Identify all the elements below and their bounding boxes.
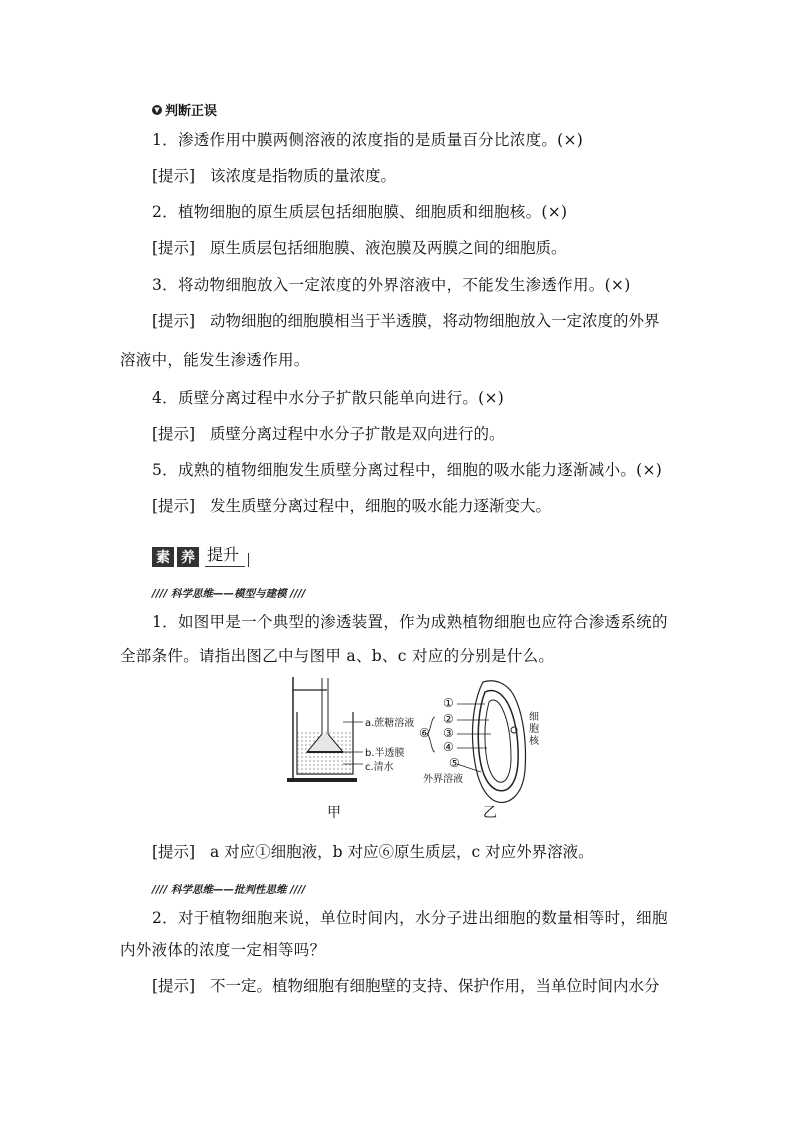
judge-q1: 1．渗透作用中膜两侧溶液的浓度指的是质量百分比浓度。(×) — [152, 131, 584, 149]
hint-text: 发生质壁分离过程中，细胞的吸水能力逐渐变大。 — [210, 497, 552, 515]
nucleus-label-1: 细 — [529, 712, 539, 723]
hint-tag: [提示] — [152, 843, 196, 861]
num-3: ③ — [443, 726, 454, 740]
section1-q-line1: 1．如图甲是一个典型的渗透装置，作为成熟植物细胞也应符合渗透系统的 — [152, 613, 668, 631]
suyang-box-1: 素 — [152, 547, 174, 567]
section2-subheader: //// 科学思维——批判性思维 //// — [152, 884, 306, 896]
cell-membrane — [478, 690, 518, 790]
nucleus-label-3: 核 — [529, 736, 539, 747]
section1-q-line2: 全部条件。请指出图乙中与图甲 a、b、c 对应的分别是什么。 — [120, 647, 555, 665]
hint-text: 该浓度是指物质的量浓度。 — [210, 167, 397, 185]
hint-text: a 对应①细胞液，b 对应⑥原生质层，c 对应外界溶液。 — [210, 843, 594, 861]
hint-tag: [提示] — [152, 425, 196, 443]
num-6: ⑥ — [419, 726, 430, 740]
osmosis-figure — [285, 672, 545, 822]
outer-solution-label: 外界溶液 — [423, 774, 463, 785]
judge-hint3 — [152, 311, 660, 331]
vacuole — [485, 700, 511, 782]
suyang-box-2: 养 — [177, 547, 199, 567]
judge-q2: 2．植物细胞的原生质层包括细胞膜、细胞质和细胞核。(×) — [152, 203, 568, 221]
section2-q-line1: 2．对于植物细胞来说，单位时间内，水分子进出细胞的数量相等时，细胞 — [152, 909, 668, 927]
caption-jia: 甲 — [327, 805, 341, 821]
judge-hint2 — [152, 238, 567, 258]
judge-hint1 — [152, 166, 396, 186]
hint-text: 质壁分离过程中水分子扩散是双向进行的。 — [210, 425, 505, 443]
hint-text: 不一定。植物细胞有细胞壁的支持、保护作用，当单位时间内水分 — [210, 977, 660, 995]
section2-q-line2: 内外液体的浓度一定相等吗？ — [120, 941, 326, 959]
label-c: c.清水 — [365, 762, 394, 773]
hint-tag: [提示] — [152, 497, 196, 515]
section1-subheader: //// 科学思维——模型与建模 //// — [152, 588, 306, 600]
label-b: b.半透膜 — [365, 748, 405, 759]
section1-hint — [152, 842, 594, 862]
hint-tag: [提示] — [152, 977, 196, 995]
suyang-rest: 提升 — [205, 542, 245, 567]
suyang-header — [152, 542, 245, 567]
judge-header — [152, 100, 217, 119]
hint-tag: [提示] — [152, 167, 196, 185]
hint-text: 动物细胞的细胞膜相当于半透膜，将动物细胞放入一定浓度的外界 — [210, 312, 660, 330]
section2-hint — [152, 976, 660, 996]
judge-hint3-cont: 溶液中，能发生渗透作用。 — [120, 351, 310, 369]
num-4: ④ — [443, 740, 454, 754]
num-1: ① — [443, 696, 454, 710]
triangle-icon: ▼ — [152, 105, 162, 115]
osmosis-diagram — [285, 672, 545, 822]
hint-text: 原生质层包括细胞膜、液泡膜及两膜之间的细胞质。 — [210, 239, 567, 257]
hint-tag: [提示] — [152, 239, 196, 257]
num-5: ⑤ — [449, 756, 460, 770]
judge-hint4 — [152, 424, 505, 444]
judge-q3: 3．将动物细胞放入一定浓度的外界溶液中，不能发生渗透作用。(×) — [152, 276, 631, 294]
judge-title: 判断正误 — [165, 104, 218, 119]
hint-tag: [提示] — [152, 312, 196, 330]
label-a: a.蔗糖溶液 — [365, 718, 415, 729]
num-2: ② — [443, 712, 454, 726]
judge-hint5 — [152, 496, 551, 516]
judge-q5: 5．成熟的植物细胞发生质壁分离过程中，细胞的吸水能力逐渐减小。(×) — [152, 461, 663, 479]
judge-q4: 4．质壁分离过程中水分子扩散只能单向进行。(×) — [152, 389, 505, 407]
caption-yi: 乙 — [483, 805, 497, 821]
nucleus-label-2: 胞 — [529, 724, 539, 735]
stand-base — [287, 778, 357, 782]
